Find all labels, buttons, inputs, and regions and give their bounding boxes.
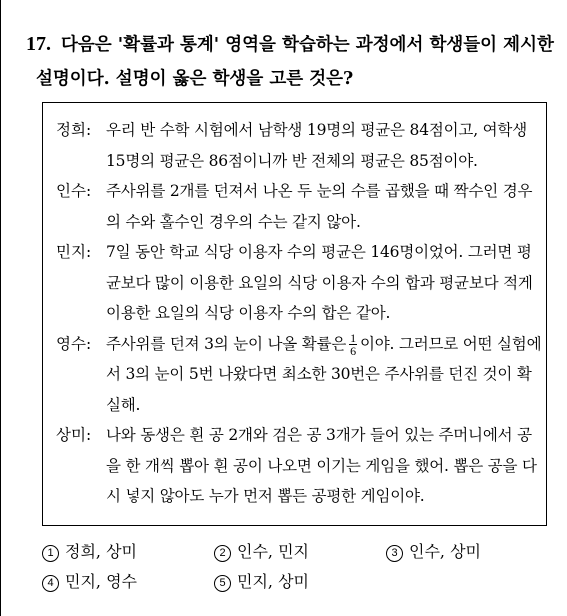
choice-label: 인수, 상미 bbox=[409, 542, 481, 561]
answer-choices bbox=[42, 537, 562, 597]
statement-jeonghui bbox=[56, 115, 543, 176]
question-line-1 bbox=[26, 27, 561, 62]
choice-3[interactable] bbox=[386, 537, 558, 567]
statement-speaker: 인수: bbox=[56, 182, 92, 200]
choice-marker-4: 4 bbox=[42, 575, 59, 592]
choice-label: 정희, 상미 bbox=[65, 542, 137, 561]
choice-marker-2: 2 bbox=[214, 545, 231, 562]
choice-label: 인수, 민지 bbox=[237, 542, 309, 561]
choice-5[interactable] bbox=[214, 567, 386, 597]
statement-text-before: 주사위를 던져 3의 눈이 나올 확률은 bbox=[106, 334, 347, 353]
choice-2[interactable] bbox=[214, 537, 386, 567]
column-divider bbox=[0, 0, 1, 616]
statement-speaker: 상미: bbox=[56, 426, 92, 444]
choice-row-1 bbox=[42, 537, 562, 567]
choice-label: 민지, 영수 bbox=[65, 572, 137, 591]
choice-1[interactable] bbox=[42, 537, 214, 567]
choice-marker-1: 1 bbox=[42, 545, 59, 562]
fraction-denominator: 6 bbox=[350, 344, 356, 358]
statement-yeongsu bbox=[56, 329, 543, 421]
statement-speaker: 영수: bbox=[56, 334, 92, 353]
choice-label: 민지, 상미 bbox=[237, 572, 309, 591]
statement-text bbox=[106, 329, 543, 421]
choice-marker-5: 5 bbox=[214, 575, 231, 592]
statement-text: 나와 동생은 흰 공 2개와 검은 공 3개가 들어 있는 주머니에서 공을 한 개씩 뽑아 흰 공이 나오면 이기는 게임을 했어. 뽑은 공을 다시 넣지 않아도 누가 먼저 뽑든 공평한 게임이야. bbox=[106, 426, 537, 505]
question-number: 17. bbox=[26, 33, 51, 55]
question-text-line-1: 다음은 '확률과 통계' 영역을 학습하는 과정에서 학생들이 제시한 bbox=[61, 35, 554, 55]
fraction-one-sixth bbox=[349, 332, 357, 357]
statement-list bbox=[56, 115, 543, 512]
question-text-line-2: 설명이다. 설명이 옳은 학생을 고른 것은? bbox=[36, 69, 354, 89]
choice-marker-3: 3 bbox=[386, 545, 403, 562]
statement-insu bbox=[56, 176, 543, 237]
statement-text: 7일 동안 학교 식당 이용자 수의 평균은 146명이었어. 그러면 평균보다 많이 이용한 요일의 식당 이용자 수의 합과 평균보다 적게 이용한 요일의 식당 이용자 수의 합은 같아. bbox=[106, 243, 533, 322]
statement-text: 우리 반 수학 시험에서 남학생 19명의 평균은 84점이고, 여학생 15명의 평균은 86점이니까 반 전체의 평균은 85점이야. bbox=[106, 121, 527, 170]
statement-text-after: 이야. 그러므로 어떤 실험에서 3의 눈이 5번 나왔다면 최소한 30번은 주사위를 던진 것이 확실해. bbox=[106, 334, 542, 414]
question-prompt bbox=[26, 27, 561, 96]
statement-text: 주사위를 2개를 던져서 나온 두 눈의 수를 곱했을 때 짝수인 경우의 수와 홀수인 경우의 수는 같지 않아. bbox=[106, 182, 533, 231]
choice-4[interactable] bbox=[42, 567, 214, 597]
choice-row-2 bbox=[42, 567, 562, 597]
statement-speaker: 민지: bbox=[56, 243, 92, 261]
statement-sangmi bbox=[56, 420, 543, 512]
fraction-numerator: 1 bbox=[350, 331, 356, 345]
statement-minji bbox=[56, 237, 543, 329]
statement-speaker: 정희: bbox=[56, 121, 92, 139]
